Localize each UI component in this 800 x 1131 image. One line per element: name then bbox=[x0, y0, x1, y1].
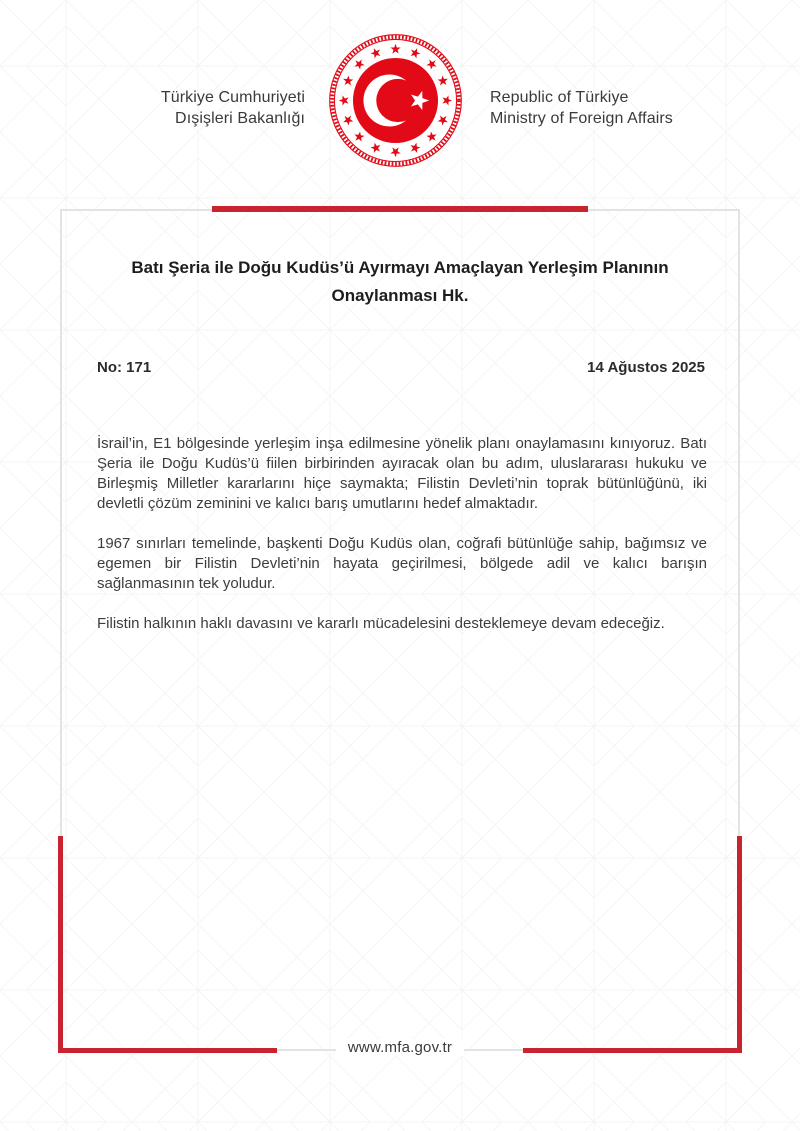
org-name-english bbox=[490, 87, 673, 129]
footer bbox=[0, 1039, 800, 1057]
frame-right-red-bar bbox=[737, 836, 742, 1053]
document-number: No: 171 bbox=[97, 359, 152, 376]
document-title-line2: Onaylanması Hk. bbox=[331, 286, 469, 305]
frame-left-red-bar bbox=[58, 836, 63, 1053]
org-name-turkish bbox=[161, 87, 305, 129]
document-date: 14 Ağustos 2025 bbox=[587, 359, 705, 376]
document-meta-row bbox=[97, 359, 705, 376]
paragraph-2: 1967 sınırları temelinde, başkenti Doğu Kudüs olan, coğrafi bütünlüğe sahip, bağımsız ve egemen bir Filistin Devleti’nin hayata geçirilmesi, bölgede adil ve kalıcı barışın sağlanmasının tek yoludur. bbox=[97, 535, 707, 592]
turkiye-mfa-emblem-icon bbox=[328, 33, 463, 168]
org-en-line2: Ministry of Foreign Affairs bbox=[490, 110, 673, 127]
document-title-line1: Batı Şeria ile Doğu Kudüs’ü Ayırmayı Amaçlayan Yerleşim Planının bbox=[131, 258, 669, 277]
paragraph-1: İsrail’in, E1 bölgesinde yerleşim inşa edilmesine yönelik planı onaylamasını kınıyoruz. Batı Şeria ile Doğu Kudüs’ü fiilen birbirinden ayıracak olan bu adım, uluslararası hukuku ve Birleşmiş Milletler kararlarını hiçe saymakta; Filistin Devleti’nin toprak bütünlüğünü, iki devletli çözüm zeminini ve kalıcı barış umutlarını hedef almaktadır. bbox=[97, 435, 707, 512]
crescent-and-star bbox=[353, 58, 438, 143]
org-tr-line1: Türkiye Cumhuriyeti bbox=[160, 89, 305, 106]
paragraph-3: Filistin halkının haklı davasını ve kararlı mücadelesini desteklemeye devam edeceğiz. bbox=[97, 615, 665, 632]
document-title bbox=[60, 254, 740, 310]
org-tr-line2: Dışişleri Bakanlığı bbox=[175, 110, 305, 127]
frame-top-red-bar bbox=[212, 206, 588, 212]
org-en-line1: Republic of Türkiye bbox=[490, 89, 629, 106]
document-body bbox=[97, 434, 707, 654]
footer-website-url: www.mfa.gov.tr bbox=[336, 1039, 464, 1056]
